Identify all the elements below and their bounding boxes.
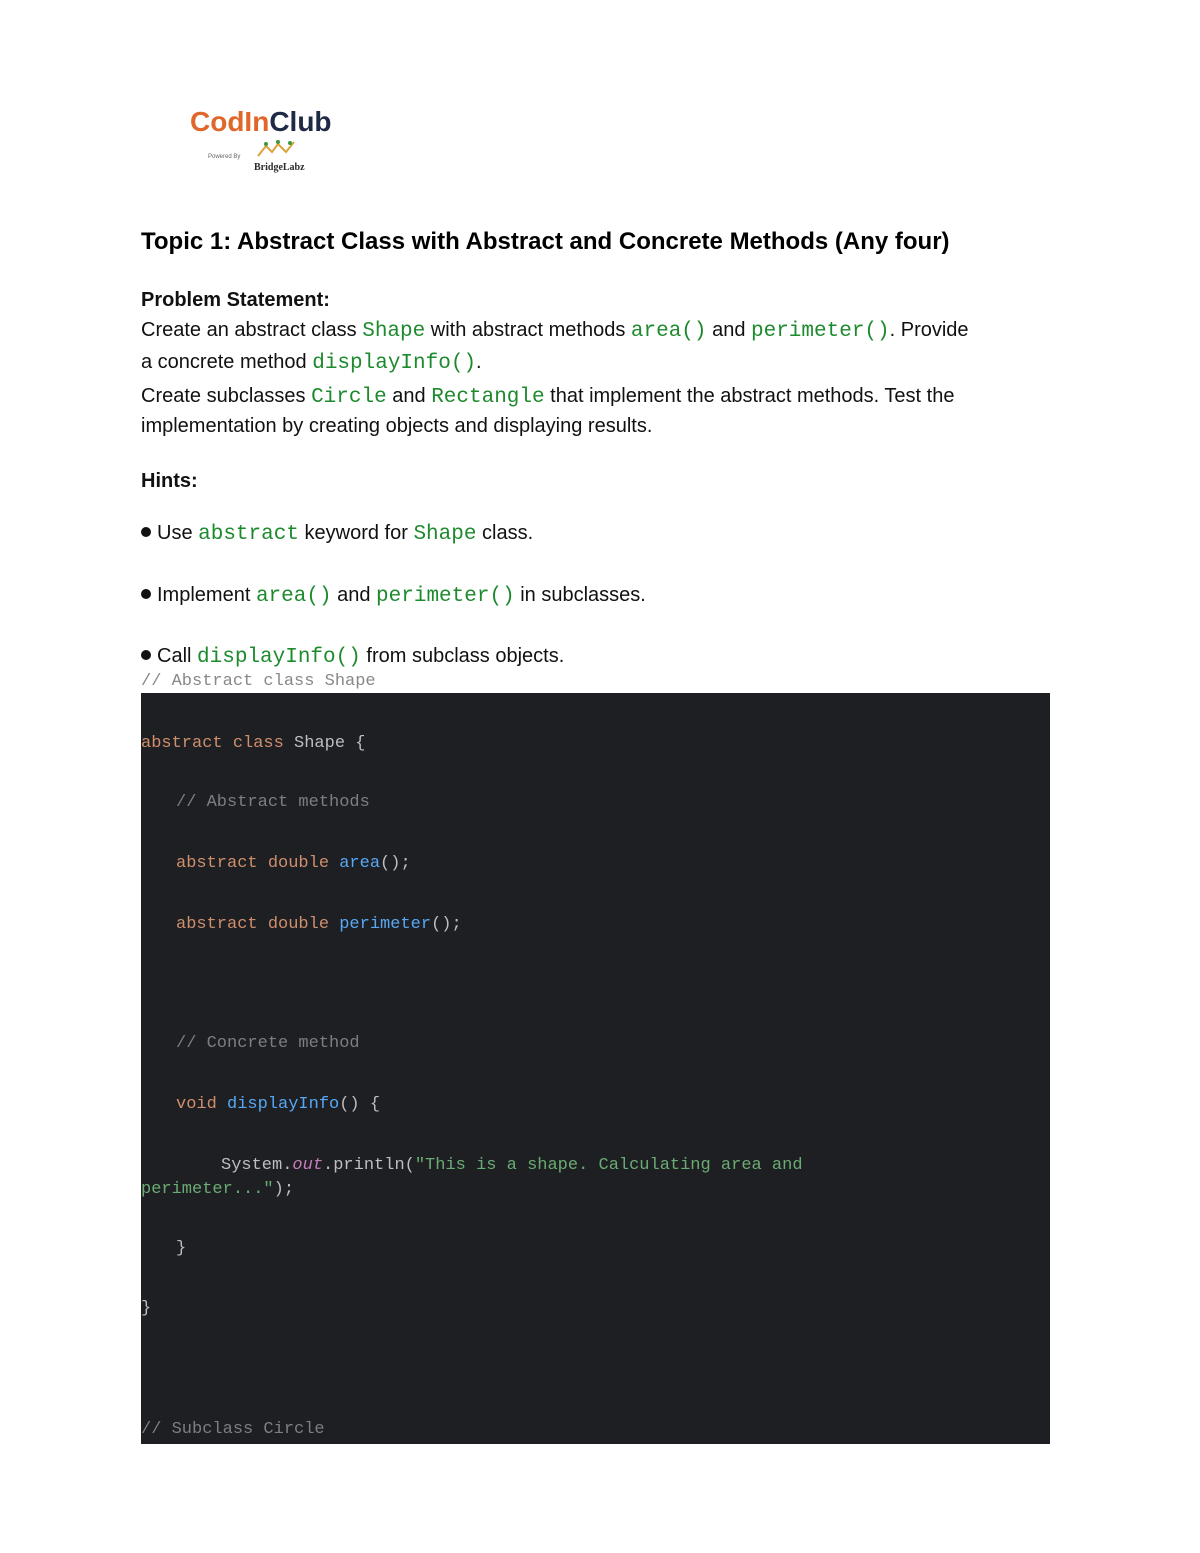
- hint-item-1: Use abstract keyword for Shape class.: [141, 522, 533, 546]
- problem-line-3: Create subclasses Circle and Rectangle that implement the abstract methods. Test the: [141, 385, 955, 409]
- page-title: Topic 1: Abstract Class with Abstract and Concrete Methods (Any four): [141, 228, 950, 255]
- hints-heading: Hints:: [141, 470, 198, 492]
- bullet-icon: [141, 650, 151, 660]
- bridgelabz-mark-icon: [256, 138, 296, 160]
- code-line: // Concrete method: [176, 1034, 360, 1053]
- code-line: // Subclass Circle: [141, 1420, 325, 1439]
- logo-wordmark: CodInClub: [190, 106, 332, 137]
- logo-powered-by: Powered By: [208, 154, 241, 160]
- problem-line-4: implementation by creating objects and displaying results.: [141, 415, 653, 437]
- code-block: [141, 693, 1050, 1444]
- code-comment-above-block: // Abstract class Shape: [141, 672, 376, 691]
- bullet-icon: [141, 527, 151, 537]
- code-line: abstract double perimeter();: [176, 915, 462, 934]
- code-line: perimeter...");: [141, 1180, 295, 1199]
- bullet-icon: [141, 589, 151, 599]
- code-line: }: [141, 1299, 152, 1318]
- problem-line-2: a concrete method displayInfo().: [141, 351, 482, 375]
- code-line: }: [176, 1239, 187, 1258]
- code-line: // Abstract methods: [176, 793, 370, 812]
- code-line: void displayInfo() {: [176, 1095, 381, 1114]
- problem-heading: Problem Statement:: [141, 289, 330, 311]
- codinclub-logo: [190, 104, 350, 184]
- hint-item-2: Implement area() and perimeter() in subclasses.: [141, 584, 646, 608]
- code-line: System.out.println("This is a shape. Calculating area and: [221, 1156, 803, 1175]
- logo-partner: BridgeLabz: [254, 162, 305, 173]
- code-line: abstract double area();: [176, 854, 411, 873]
- hint-item-3: Call displayInfo() from subclass objects.: [141, 645, 564, 669]
- problem-line-1: Create an abstract class Shape with abstract methods area() and perimeter(). Provide: [141, 319, 969, 343]
- code-line: abstract class Shape {: [141, 734, 366, 753]
